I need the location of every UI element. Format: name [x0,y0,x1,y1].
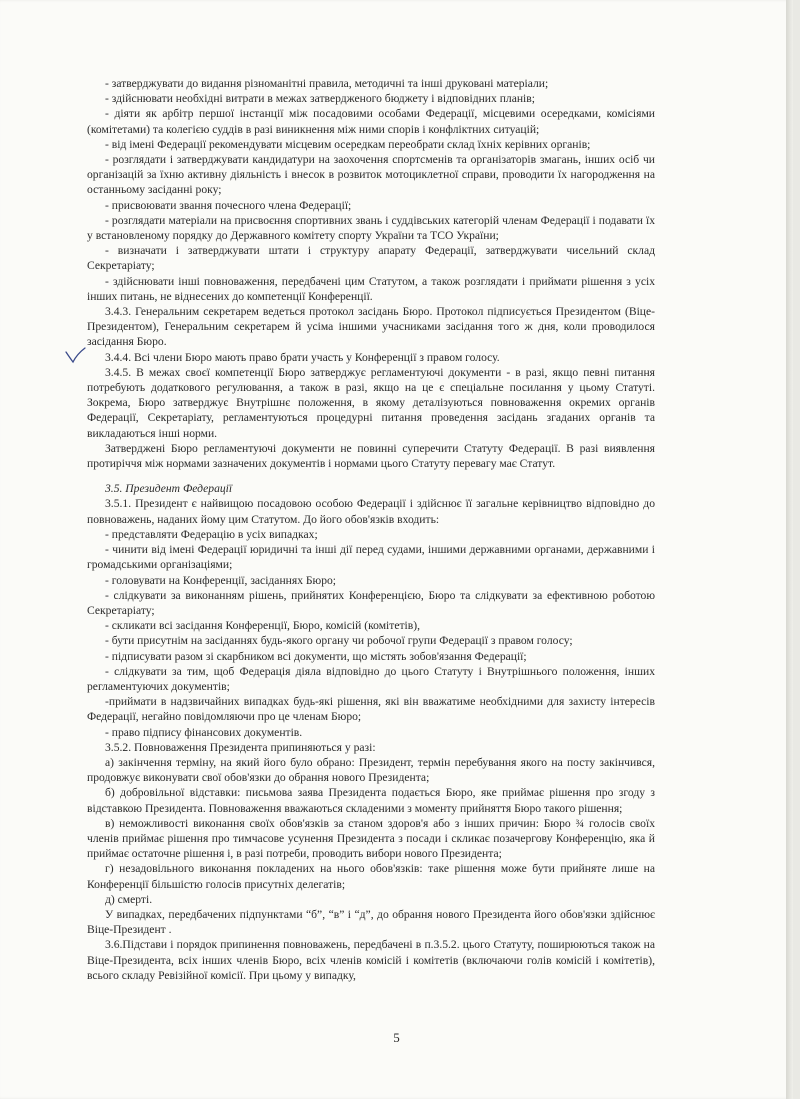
page-number: 5 [393,1030,400,1045]
list-item: - від імені Федерації рекомендувати місцевим осередкам переобрати склад їхніх керівних органів; [105,137,591,151]
list-item: а) закінчення терміну, на який його було обрано: Президент, термін перебування якого на посту закінчився, продовжує виконувати свої обов'язки до обрання нового Президента; [87,755,655,785]
list-item: - скликати всі засідання Конференції, Бюро, комісій (комітетів), [105,619,420,633]
list-item: - представляти Федерацію в усіх випадках; [105,527,318,541]
list-item: - бути присутнім на засіданнях будь-якого органу чи робочої групи Федерації з правом голосу; [105,634,573,648]
list-item: в) неможливості виконання своїх обов'язків за станом здоров'я або з інших причин: Бюро ¾ голосів своїх членів приймає рішення про тимчасове усунення Президента з посади і скликає позачергову Конференцію, яка й приймає остаточне рішення і, в разі потреби, проводить вибори нового Президента; [87,816,655,861]
list-item: - слідкувати за виконанням рішень, прийнятих Конференцією, Бюро та слідкувати за ефективною роботою Секретаріату; [87,588,655,617]
list-item: - чинити від імені Федерації юридичні та інші дії перед судами, іншими державними органами, державними і громадськими організаціями; [87,543,655,572]
paragraph-3-4-3: 3.4.3. Генеральним секретарем ведеться протокол засідань Бюро. Протокол підписується Президентом (Віце-Президентом), Генеральним секретарем й усіма іншими учасниками засідання того ж дня, коли проводилося засідання Бюро. [87,305,655,349]
list-item: д) смерті. [105,892,153,906]
handwritten-check-mark [64,346,86,364]
list-item: - присвоювати звання почесного члена Федерації; [105,198,352,212]
list-item: г) незадовільного виконання покладених на нього обов'язків: таке рішення може бути прийняте лише на Конференції більшістю голосів присутніх делегатів; [87,862,655,891]
list-item: - розглядати матеріали на присвоєння спортивних звань і суддівських категорій членам Федерації і подавати їх у встановленому порядку до Державного комітету спорту України та ТСО України; [87,213,655,243]
list-item: - здійснювати інші повноваження, передбачені цим Статутом, а також розглядати і приймати рішення з усіх інших питань, не віднесених до компетенції Конференції. [87,274,655,303]
list-item: - здійснювати необхідні витрати в межах затвердженого бюджету і відповідних планів; [105,92,535,106]
paragraph-3-6: 3.6.Підстави і порядок припинення повноважень, передбачені в п.3.5.2. цього Статуту, поширюються також на Віце-Президента, всіх інших членів Бюро, всіх членів комісій і комітетів (включаючи голів комісій і комітетів), всього складу Ревізійної комісії. При цьому у випадку, [87,938,655,982]
section-heading-3-5: 3.5. Президент Федерації [105,482,233,496]
paragraph-regulating-documents: Затверджені Бюро регламентуючі документи не повинні суперечити Статуту Федерації. В разі виявлення протиріччя між нормами зазначених документів і нормами цього Статуту перевагу має Статут. [87,441,655,471]
list-item: б) добровільної відставки: письмова заява Президента подається Бюро, яке приймає рішення про згоду з відставкою Президента. Повноваження вважаються складеними з моменту прийняття Бюро такого рішення; [87,786,655,815]
list-item: - діяти як арбітр першої інстанції між посадовими особами Федерації, місцевими осередками, комісіями (комітетами) та колегією суддів в разі виникнення між ними спорів і конфліктних ситуацій; [87,107,655,136]
paragraph-3-5-2: 3.5.2. Повноваження Президента припиняються у разі: [105,740,376,754]
list-item: -приймати в надзвичайних випадках будь-які рішення, які він вважатиме необхідними для захисту інтересів Федерації, негайно повідомляючи про це членам Бюро; [87,695,655,724]
paragraph-3-4-4: 3.4.4. Всі члени Бюро мають право брати участь у Конференції з правом голосу. [105,350,500,364]
list-item: - визначати і затверджувати штати і структуру апарату Федерації, затверджувати чисельний склад Секретаріату; [87,244,655,273]
paragraph-3-4-5: 3.4.5. В межах своєї компетенції Бюро затверджує регламентуючі документи - в разі, якщо певні питання потребують додаткового регулювання, а також в разі, якщо на це є спеціальне посилання у цьому Статуті. Зокрема, Бюро затверджує Внутрішнє положення, в якому деталізуються повноваження окремих органів Федерації, Секретаріату, регламентуються процедурні питання проведення засідань згаданих органів та викладаються інші норми. [87,365,655,440]
list-item: - слідкувати за тим, щоб Федерація діяла відповідно до цього Статуту і Внутрішнього положення, інших регламентуючих документів; [87,664,655,693]
page-edge-shadow [786,0,793,1099]
list-item: - право підпису фінансових документів. [105,725,303,739]
paragraph-3-5-1: 3.5.1. Президент є найвищою посадовою особою Федерації і здійснює її загальне керівництво відповідно до повноважень, наданих йому цим Статутом. До його обов'язків входить: [87,497,655,526]
paragraph-vice-president: У випадках, передбачених підпунктами “б”, “в” і “д”, до обрання нового Президента його обов'язки здійснює Віце-Президент . [87,907,655,937]
document-body [87,76,655,983]
list-item: - розглядати і затверджувати кандидатури на заохочення спортсменів та організаторів змагань, інших осіб чи організацій за їхню активну діяльність і внесок в розвиток мотоциклетної справи, проводити їх нагородження на останньому засіданні року; [87,153,655,197]
list-item: - головувати на Конференції, засіданнях Бюро; [105,573,337,587]
list-item: - затверджувати до видання різноманітні правила, методичні та інші друковані матеріали; [105,77,549,90]
list-item: - підписувати разом зі скарбником всі документи, що містять зобов'язання Федерації; [105,649,527,663]
